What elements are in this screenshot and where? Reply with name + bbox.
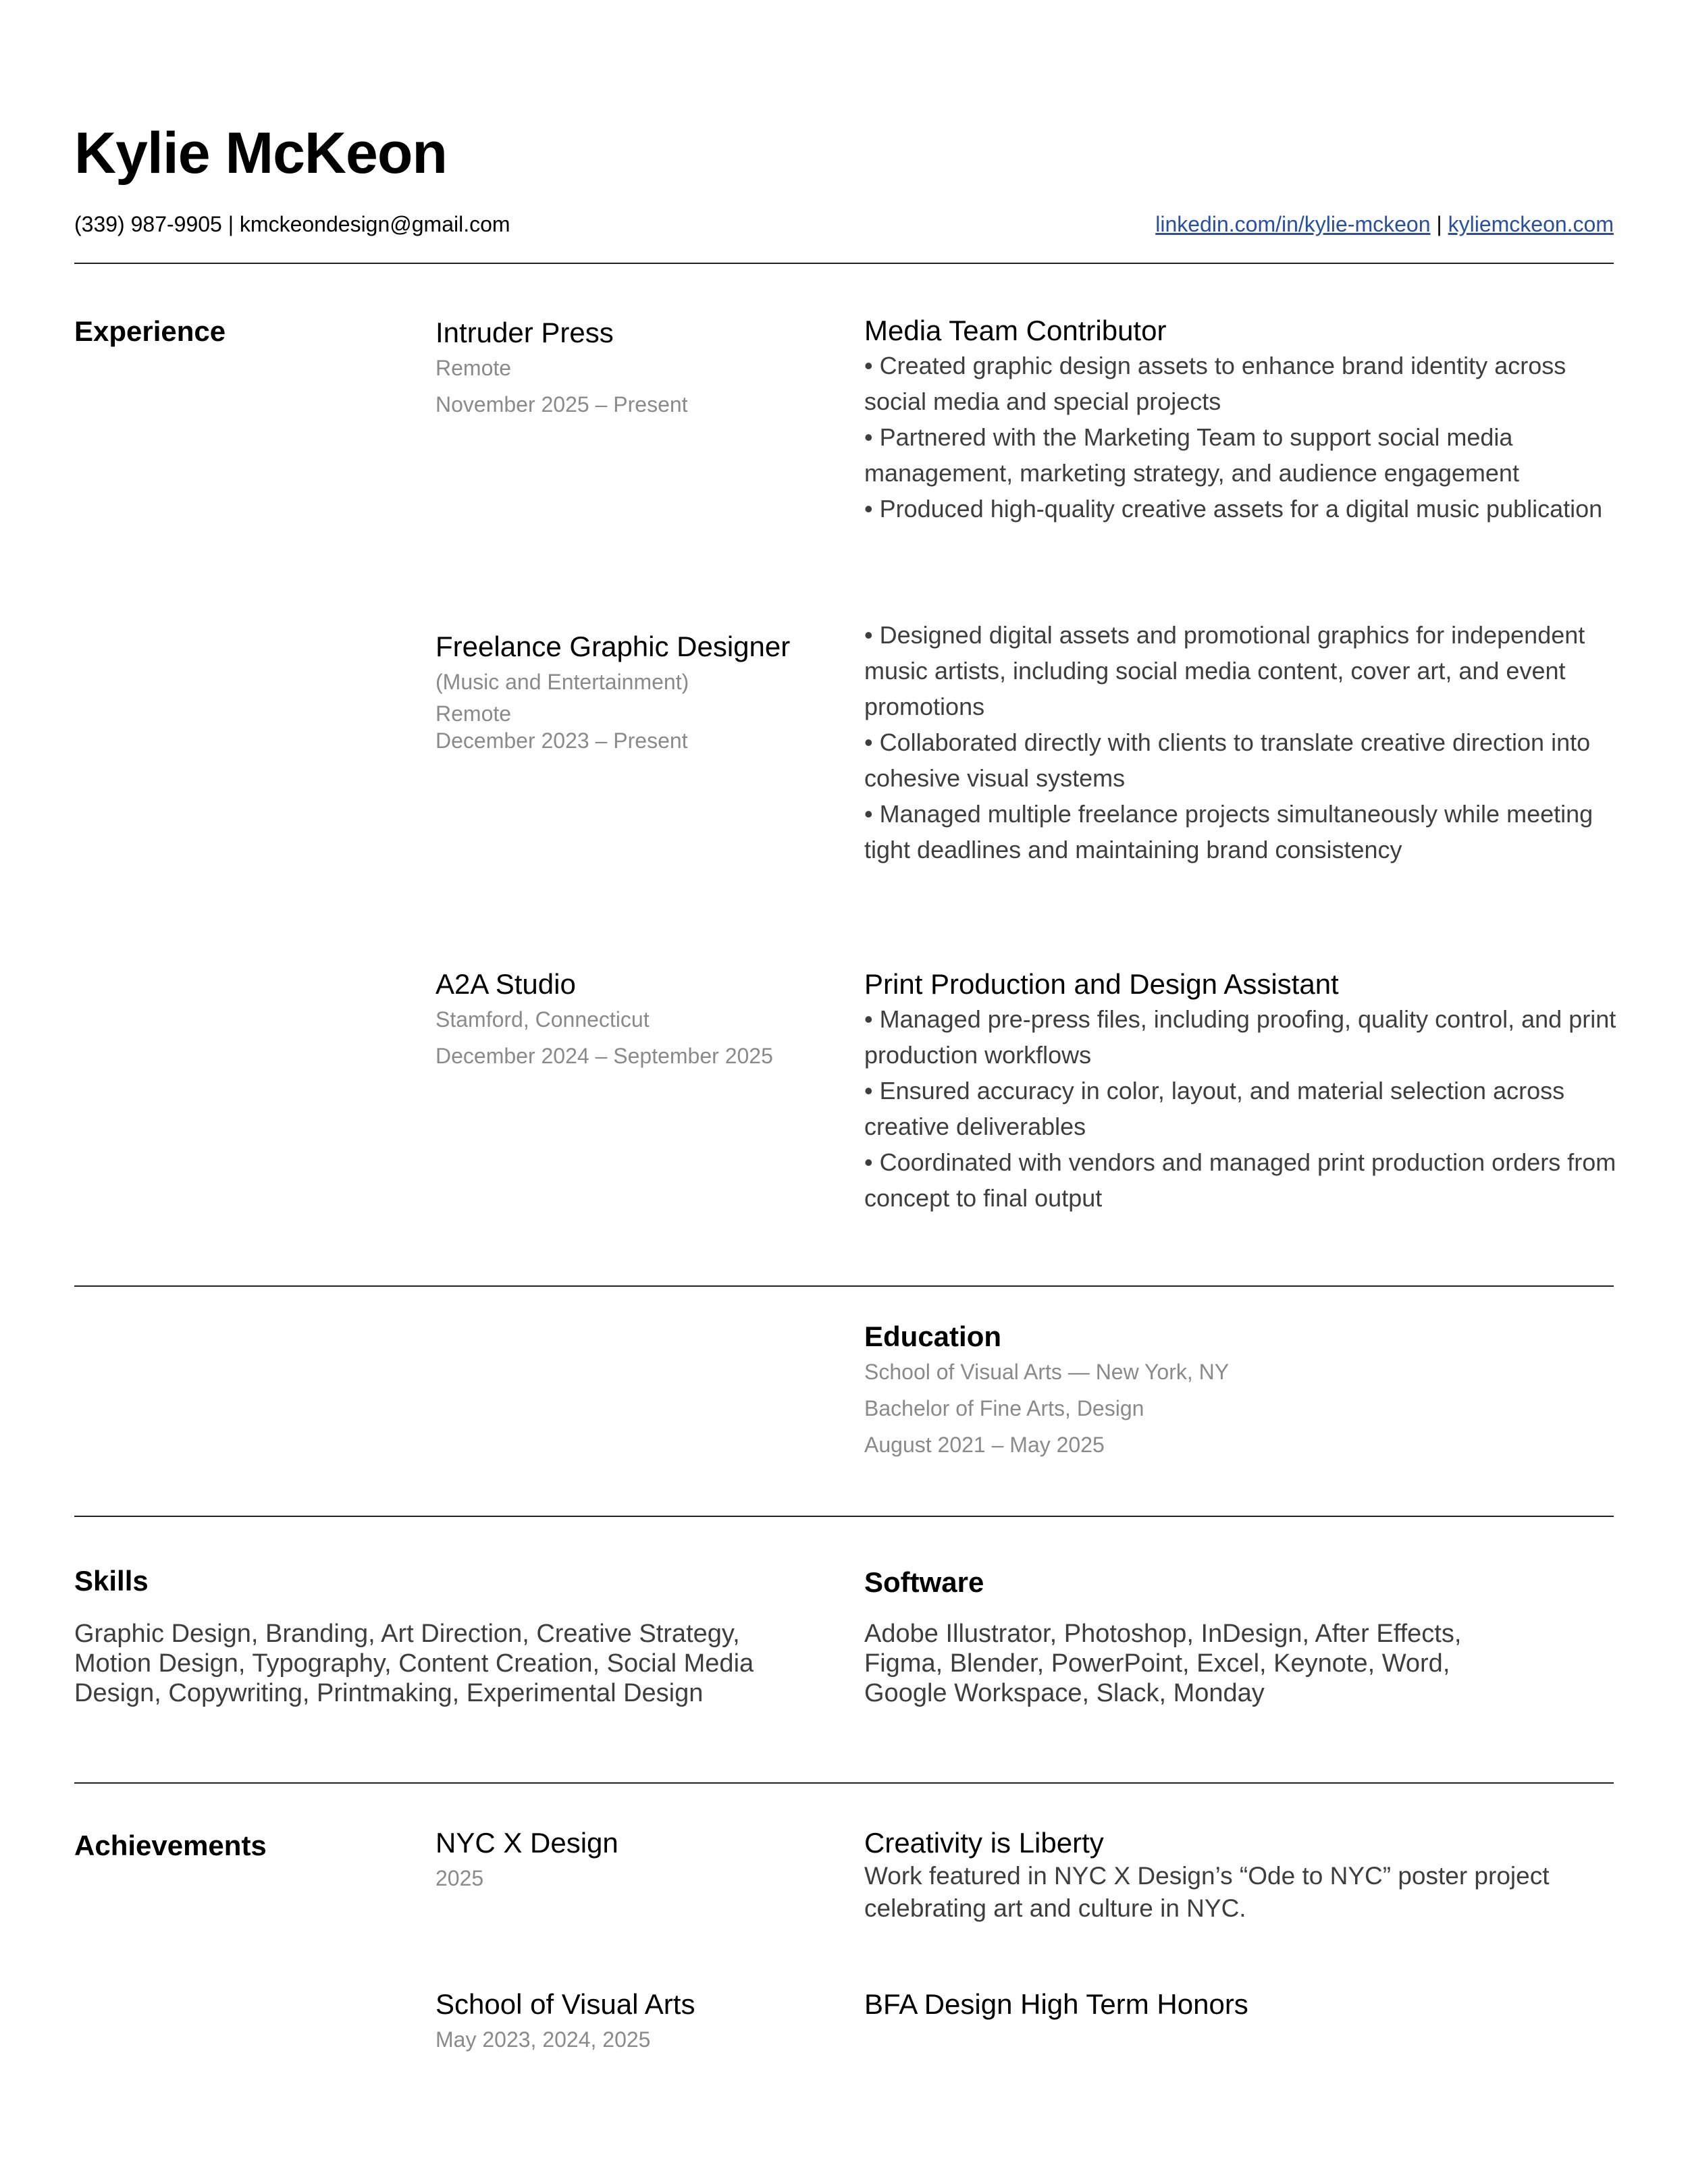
job-role: Print Production and Design Assistant bbox=[864, 968, 1339, 1000]
resume-name: Kylie McKeon bbox=[74, 121, 447, 186]
job-organization: Freelance Graphic Designer bbox=[436, 631, 791, 662]
achievement-date: 2025 bbox=[436, 1866, 484, 1890]
job-freelance bbox=[436, 630, 790, 754]
job-bullet: • Designed digital assets and promotional graphics for independent music artists, including social media content, cover art, and event promotions bbox=[864, 621, 1585, 720]
linkedin-link[interactable]: linkedin.com/in/kylie-mckeon bbox=[1155, 212, 1431, 236]
achievement-sva-details bbox=[864, 1988, 1248, 2021]
skills-heading: Skills bbox=[74, 1565, 149, 1597]
job-dates: November 2025 – Present bbox=[436, 392, 688, 417]
education-dates: August 2021 – May 2025 bbox=[864, 1433, 1105, 1457]
job-bullets bbox=[864, 1001, 1627, 1216]
job-location: Stamford, Connecticut bbox=[436, 1007, 650, 1032]
software-heading: Software bbox=[864, 1566, 984, 1598]
job-organization: A2A Studio bbox=[436, 968, 576, 1000]
education-section bbox=[864, 1320, 1229, 1463]
job-bullet: • Collaborated directly with clients to translate creative direction into cohesive visual systems bbox=[864, 728, 1591, 792]
job-bullet: • Managed multiple freelance projects simultaneously while meeting tight deadlines and maintaining brand consistency bbox=[864, 800, 1593, 863]
job-location: Remote bbox=[436, 356, 512, 380]
achievement-organization: NYC X Design bbox=[436, 1827, 618, 1859]
job-a2a-studio-details bbox=[864, 967, 1627, 1216]
website-link[interactable]: kyliemckeon.com bbox=[1448, 212, 1614, 236]
profile-links bbox=[1155, 211, 1614, 238]
header-divider bbox=[74, 263, 1614, 264]
job-subtitle: (Music and Entertainment) bbox=[436, 670, 689, 694]
achievement-title: Creativity is Liberty bbox=[864, 1827, 1104, 1859]
job-intruder-press bbox=[436, 316, 688, 423]
achievement-organization: School of Visual Arts bbox=[436, 1988, 695, 2020]
job-dates: December 2024 – September 2025 bbox=[436, 1044, 773, 1068]
job-bullet: • Produced high-quality creative assets for a digital music publication bbox=[864, 495, 1603, 523]
job-intruder-press-details bbox=[864, 314, 1627, 527]
job-bullets bbox=[864, 348, 1627, 527]
education-heading: Education bbox=[864, 1321, 1002, 1352]
job-bullet: • Coordinated with vendors and managed print production orders from concept to final output bbox=[864, 1148, 1616, 1212]
phone-number: (339) 987-9905 bbox=[74, 212, 222, 236]
skills-divider bbox=[74, 1782, 1614, 1784]
job-location: Remote bbox=[436, 701, 512, 726]
achievement-description: Work featured in NYC X Design’s “Ode to NYC” poster project celebrating art and culture in NYC. bbox=[864, 1862, 1550, 1922]
education-school: School of Visual Arts — New York, NY bbox=[864, 1360, 1230, 1384]
contact-info bbox=[74, 211, 510, 238]
achievement-nyc-x-design bbox=[436, 1826, 618, 1896]
job-bullet: • Ensured accuracy in color, layout, and material selection across creative deliverables bbox=[864, 1077, 1565, 1140]
skills-list: Graphic Design, Branding, Art Direction, Creative Strategy, Motion Design, Typography, Content Creation, Social Media Design, Copywriting, Printmaking, Experimental Design bbox=[74, 1620, 754, 1707]
email-address: kmckeondesign@gmail.com bbox=[239, 212, 510, 236]
education-degree: Bachelor of Fine Arts, Design bbox=[864, 1396, 1144, 1420]
job-role: Media Team Contributor bbox=[864, 315, 1167, 346]
achievement-nyc-x-design-details bbox=[864, 1826, 1614, 1925]
links-separator: | bbox=[1436, 212, 1442, 236]
job-a2a-studio bbox=[436, 967, 773, 1074]
contact-separator: | bbox=[228, 212, 234, 236]
achievement-title: BFA Design High Term Honors bbox=[864, 1988, 1248, 2020]
achievement-date: May 2023, 2024, 2025 bbox=[436, 2027, 651, 2052]
experience-divider bbox=[74, 1285, 1614, 1287]
job-freelance-details bbox=[864, 617, 1627, 868]
education-divider bbox=[74, 1516, 1614, 1517]
job-bullet: • Partnered with the Marketing Team to support social media management, marketing strategy, and audience engagement bbox=[864, 423, 1519, 487]
achievements-heading: Achievements bbox=[74, 1830, 267, 1861]
achievement-sva bbox=[436, 1988, 695, 2058]
job-dates: December 2023 – Present bbox=[436, 728, 688, 753]
experience-heading: Experience bbox=[74, 315, 226, 347]
job-bullet: • Managed pre-press files, including proofing, quality control, and print production workflows bbox=[864, 1005, 1616, 1069]
job-bullets bbox=[864, 617, 1627, 868]
job-bullet: • Created graphic design assets to enhance brand identity across social media and special projects bbox=[864, 352, 1566, 415]
software-list: Adobe Illustrator, Photoshop, InDesign, After Effects, Figma, Blender, PowerPoint, Excel, Keynote, Word, Google Workspace, Slack, Monday bbox=[864, 1620, 1462, 1707]
job-organization: Intruder Press bbox=[436, 317, 614, 348]
